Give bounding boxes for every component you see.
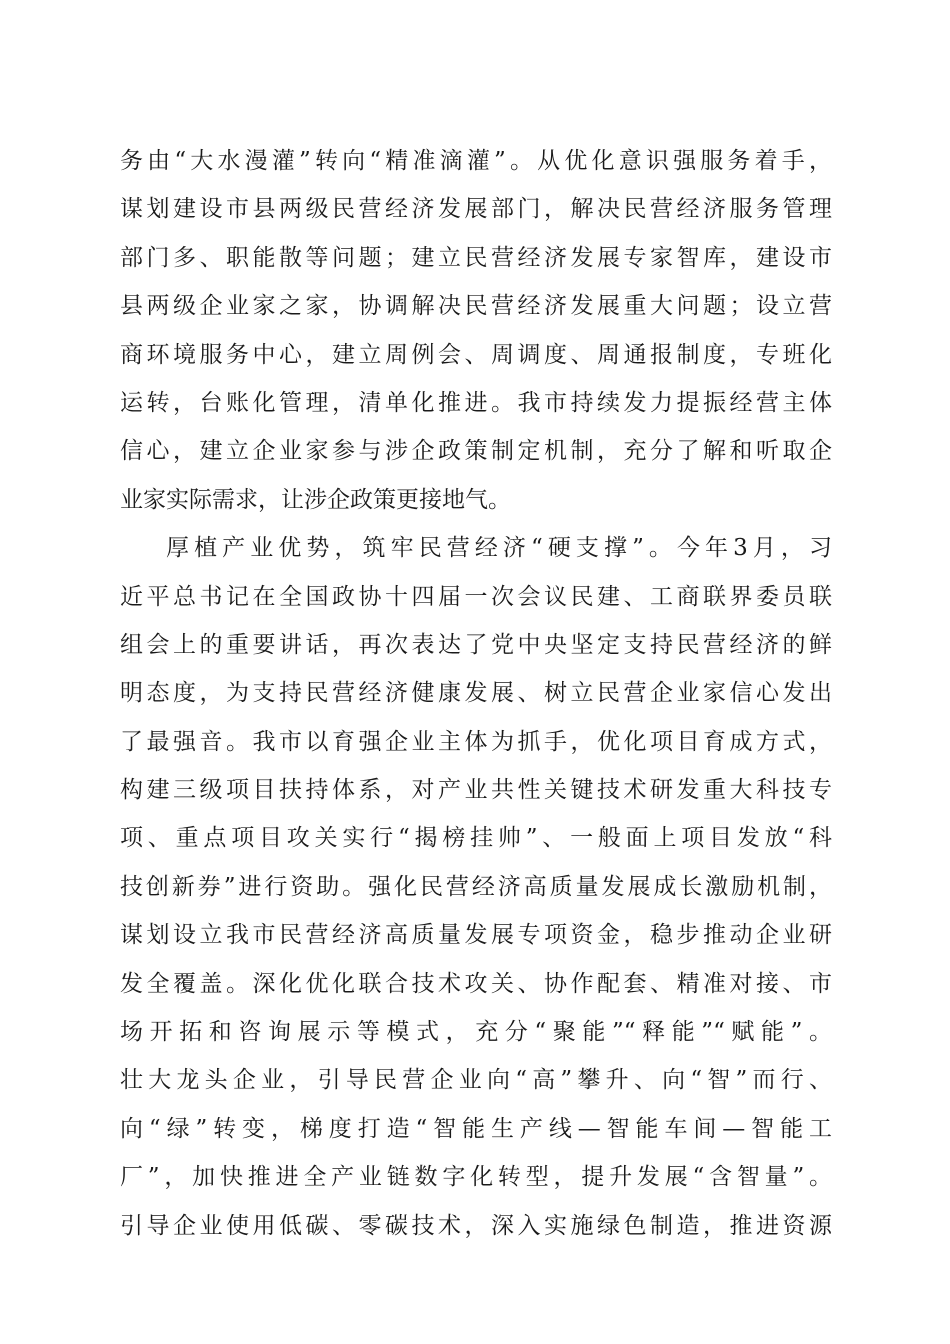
paragraph-1-line-1: 务由“大水漫灌”转向“精准滴灌”。从优化意识强服务着手， [120, 148, 832, 174]
paragraph-2-line-12: 壮大龙头企业，引导民营企业向“高”攀升、向“智”而行、 [120, 1067, 832, 1094]
paragraph-1-line-2: 谋划建设市县两级民营经济发展部门，解决民营经济服务管理 [120, 196, 832, 223]
paragraph-1-line-7: 信心，建立企业家参与涉企政策制定机制，充分了解和听取企 [120, 438, 832, 465]
paragraph-2-line-3: 组会上的重要讲话，再次表达了党中央坚定支持民营经济的鲜 [120, 631, 832, 658]
paragraph-1-line-3: 部门多、职能散等问题；建立民营经济发展专家智库，建设市 [120, 244, 832, 271]
paragraph-1-line-4: 县两级企业家之家，协调解决民营经济发展重大问题；设立营 [120, 293, 832, 320]
paragraph-2-line-9: 谋划设立我市民营经济高质量发展专项资金，稳步推动企业研 [120, 922, 832, 949]
paragraph-2-line-4: 明态度，为支持民营经济健康发展、树立民营企业家信心发出 [120, 680, 832, 707]
paragraph-1-line-5: 商环境服务中心，建立周例会、周调度、周通报制度，专班化 [120, 341, 832, 368]
paragraph-2-line-14: 厂”，加快推进全产业链数字化转型，提升发展“含智量”。 [120, 1164, 832, 1191]
paragraph-1-line-6: 运转，台账化管理，清单化推进。我市持续发力提振经营主体 [120, 389, 832, 416]
paragraph-2-line-11: 场开拓和咨询展示等模式，充分“聚能”“释能”“赋能”。 [120, 1019, 832, 1046]
paragraph-2-line-1: 厚植产业优势，筑牢民营经济“硬支撑”。今年3月，习 [166, 535, 832, 562]
paragraph-2-line-10: 发全覆盖。深化优化联合技术攻关、协作配套、精准对接、市 [120, 970, 832, 997]
paragraph-2-line-15: 引导企业使用低碳、零碳技术，深入实施绿色制造，推进资源 [120, 1212, 832, 1239]
document-body [120, 137, 832, 1250]
paragraph-2-line-2: 近平总书记在全国政协十四届一次会议民建、工商联界委员联 [120, 583, 832, 610]
paragraph-2-line-5: 了最强音。我市以育强企业主体为抓手，优化项目育成方式， [120, 728, 832, 755]
paragraph-2-line-7: 项、重点项目攻关实行“揭榜挂帅”、一般面上项目发放“科 [120, 825, 832, 852]
paragraph-2-line-13: 向“绿”转变，梯度打造“智能生产线—智能车间—智能工 [120, 1115, 832, 1142]
paragraph-2-line-6: 构建三级项目扶持体系，对产业共性关键技术研发重大科技专 [120, 777, 832, 804]
paragraph-2-line-8: 技创新券”进行资助。强化民营经济高质量发展成长激励机制， [120, 873, 832, 900]
paragraph-1-line-8: 业家实际需求，让涉企政策更接地气。 [120, 486, 511, 513]
